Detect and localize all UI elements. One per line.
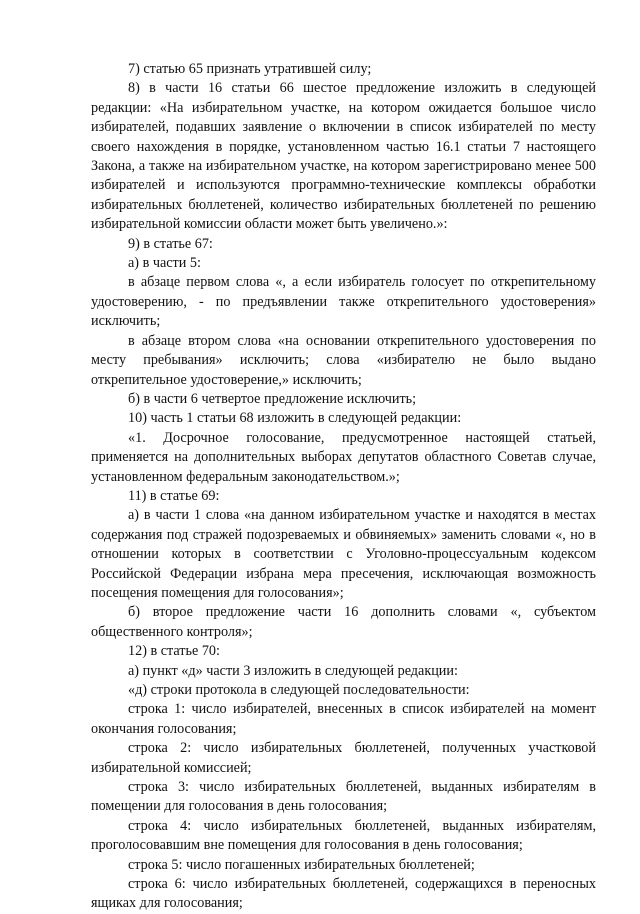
paragraph: строка 1: число избирателей, внесенных в список избирателей на момент окончания голосования; <box>91 701 596 737</box>
paragraph: 9) в статье 67: <box>128 235 213 252</box>
paragraph: строка 6: число избирательных бюллетеней, содержащихся в переносных ящиках для голосования; <box>91 876 596 912</box>
paragraph: 10) часть 1 статьи 68 изложить в следующей редакции: <box>128 410 462 427</box>
paragraph: а) в части 1 слова «на данном избирательном участке и находятся в местах содержания под стражей подозреваемых и обвиняемых» заменить словами «, но в отношении которых в соответствии с Уголовно-процессуальным кодексом Российской Федерации избрана мера пресечения, исключающая возможность посещения помещения для голосования»; <box>91 507 596 601</box>
paragraph: в абзаце первом слова «, а если избиратель голосует по открепительному удостоверению, - по предъявлении также открепительного удостоверения» исключить; <box>91 274 596 330</box>
paragraph: 11) в статье 69: <box>128 487 220 504</box>
paragraph: строка 2: число избирательных бюллетеней, полученных участковой избирательной комиссией; <box>91 740 596 776</box>
paragraph: в абзаце втором слова «на основании открепительного удостоверения по месту пребывания» исключить; слова «избирателю не было выдано открепительное удостоверение,» исключить; <box>91 332 596 388</box>
paragraph: строка 4: число избирательных бюллетеней, выданных избирателям, проголосовавшим вне помещения для голосования в день голосования; <box>91 817 596 854</box>
paragraph: а) в части 5: <box>128 255 201 272</box>
paragraph: строка 3: число избирательных бюллетеней, выданных избирателям в помещении для голосования в день голосования; <box>91 779 596 815</box>
paragraph: «д) строки протокола в следующей последовательности: <box>128 682 470 698</box>
paragraph: 8) в части 16 статьи 66 шестое предложение изложить в следующей редакции: «На избирательном участке, на котором ожидается большое число избирателей, подавших заявление о включении в список избирателей по месту своего нахождения в порядке, установленном частью 16.1 статьи 7 настоящего Закона, а также на избирательном участке, на котором зарегистрировано менее 500 избирателей и используются программно-технические комплексы обработки избирательных бюллетеней, количество избирательных бюллетеней по решению избирательной комиссии области может быть увеличено.»: <box>91 80 596 233</box>
document-page <box>91 60 596 914</box>
paragraph: строка 5: число погашенных избирательных бюллетеней; <box>128 856 475 873</box>
paragraph: а) пункт «д» части 3 изложить в следующей редакции: <box>128 662 458 679</box>
paragraph: 7) статью 65 признать утратившей силу; <box>128 61 372 77</box>
paragraph: б) второе предложение части 16 дополнить словами «, субъектом общественного контроля»; <box>91 604 596 640</box>
paragraph: 12) в статье 70: <box>128 643 220 660</box>
paragraph: «1. Досрочное голосование, предусмотренное настоящей статьей, применяется на дополнительных выборах депутатов областного Советав случае, установленном федеральным законодательством.»; <box>91 429 596 485</box>
paragraph: б) в части 6 четвертое предложение исключить; <box>128 390 417 407</box>
